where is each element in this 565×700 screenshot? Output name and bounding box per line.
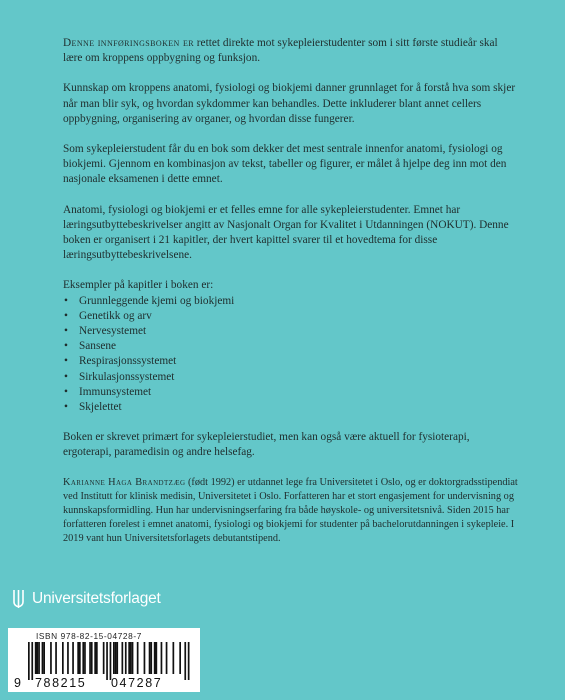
barcode-bar <box>179 642 181 674</box>
publisher-name: Universitetsforlaget <box>32 590 161 607</box>
author-bio <box>63 476 518 547</box>
barcode-bar <box>125 642 127 674</box>
barcode-bar <box>188 642 190 680</box>
barcode-bar <box>161 642 163 674</box>
barcode-bar <box>35 642 37 674</box>
barcode-bar <box>137 642 139 674</box>
barcode-bar <box>113 642 115 674</box>
chapter-item: • Sansene <box>63 339 518 354</box>
chapter-item: • Immunsystemet <box>63 385 518 400</box>
barcode-bar <box>154 642 156 674</box>
author-bio-text: (født 1992) er utdannet lege fra Universitetet i Oslo, og er doktorgradsstipendiat ved Institutt for klinisk medisin, Universitetet i Oslo. Forfatteren har et stort engasjement for undervisning og kunnskapsformidling. Hun har undervisningserfaring fra både høyskole- og universitetsnivå. Siden 2015 har forfatteren forelest i emnet anatomi, fysiologi og biokjemi for studenter på bachelorutdanningen i sykepleie. I 2019 vant hun Universitetsforlagets debutantstipend. <box>63 476 518 545</box>
isbn-barcode <box>8 628 200 692</box>
barcode-bar <box>144 642 146 674</box>
publisher-logo <box>12 589 161 609</box>
barcode-bar <box>106 642 108 680</box>
barcode-bar <box>55 642 57 674</box>
barcode-bar <box>130 642 132 674</box>
intro-lead: Denne innføringsboken er <box>63 37 194 49</box>
barcode-bar <box>38 642 40 674</box>
barcode-bar <box>128 642 130 674</box>
barcode-bar <box>77 642 79 674</box>
barcode-bar <box>94 642 96 674</box>
barcode-bar <box>37 642 39 674</box>
chapter-item: • Respirasjonssystemet <box>63 354 518 369</box>
closing-paragraph: Boken er skrevet primært for sykepleierstudiet, men kan også være aktuell for fysioterapi, ergoterapi, paramedisin og andre helsefag. <box>63 431 470 459</box>
barcode-bar <box>132 642 134 674</box>
chapter-item: • Genetikk og arv <box>63 309 518 324</box>
barcode-bar <box>84 642 86 674</box>
barcode-bar <box>67 642 69 674</box>
barcode-bar <box>149 642 151 674</box>
barcode-bar <box>31 642 33 680</box>
chapter-list <box>63 294 518 416</box>
chapter-item: • Grunnleggende kjemi og biokjemi <box>63 294 518 309</box>
barcode-bar <box>122 642 124 674</box>
barcode-bar <box>43 642 45 674</box>
barcode-bar <box>156 642 158 674</box>
intro-paragraph <box>63 36 518 66</box>
barcode-bar <box>150 642 152 674</box>
publisher-logo-icon <box>12 589 25 609</box>
barcode-bar <box>79 642 81 674</box>
barcode-bar <box>103 642 105 674</box>
barcode-right-digits: 047287 <box>111 676 163 690</box>
chapter-item: • Nervesystemet <box>63 324 518 339</box>
isbn-label: ISBN 978-82-15-04728-7 <box>36 631 142 641</box>
barcode-bar <box>72 642 74 674</box>
chapters-heading: Eksempler på kapitler i boken er: <box>63 279 214 292</box>
barcode-bar <box>116 642 118 674</box>
barcode-bar <box>62 642 64 674</box>
barcode-left-digits: 788215 <box>35 676 87 690</box>
barcode-first-digit: 9 <box>14 676 23 690</box>
paragraph-student-book: Som sykepleierstudent får du en bok som dekker det mest sentrale innenfor anatomi, fysiologi og biokjemi. Gjennom en kombinasjon av tekst, tabeller og figurer, er målet å hjelpe deg inn mot den nasjonale eksamenen i dette emnet. <box>63 143 507 186</box>
barcode-bar <box>89 642 91 674</box>
barcode-bar <box>96 642 98 674</box>
barcode-bar <box>110 642 112 680</box>
barcode-bar <box>50 642 52 674</box>
intro-rest: rettet direkte mot sykepleierstudenter som i sitt første studieår skal lære om kroppens oppbygning og funksjon. <box>63 37 498 65</box>
paragraph-anatomy-basis: Kunnskap om kroppens anatomi, fysiologi og biokjemi danner grunnlaget for å forstå hva som skjer når man blir syk, og hvordan sykdommer kan behandles. Dette inkluderer blant annet cellers oppbygning, organisering av organer, og hvordan disse fungerer. <box>63 82 516 125</box>
barcode-bar <box>91 642 93 674</box>
paragraph-nokut: Anatomi, fysiologi og biokjemi er et felles emne for alle sykepleierstudenter. Emnet har læringsutbyttebeskrivelser angitt av Nasjonalt Organ for Kvalitet i Utdanningen (NOKUT). Denne boken er organisert i 21 kapitler, der hvert kapittel svarer til et hovedtema for disse læringsutbyttebeskrivelsene. <box>63 203 509 262</box>
barcode-bar <box>42 642 44 674</box>
barcode-bar <box>184 642 186 680</box>
barcode-bar <box>82 642 84 674</box>
barcode-bar <box>28 642 30 680</box>
barcode-bar <box>173 642 175 674</box>
chapter-item: • Sirkulasjonssystemet <box>63 370 518 385</box>
author-name: Karianne Haga Brandtzæg <box>63 476 186 488</box>
chapter-item: • Skjelettet <box>63 400 518 415</box>
barcode-bar <box>115 642 117 674</box>
back-cover-text <box>63 36 518 562</box>
barcode-bar <box>166 642 168 674</box>
